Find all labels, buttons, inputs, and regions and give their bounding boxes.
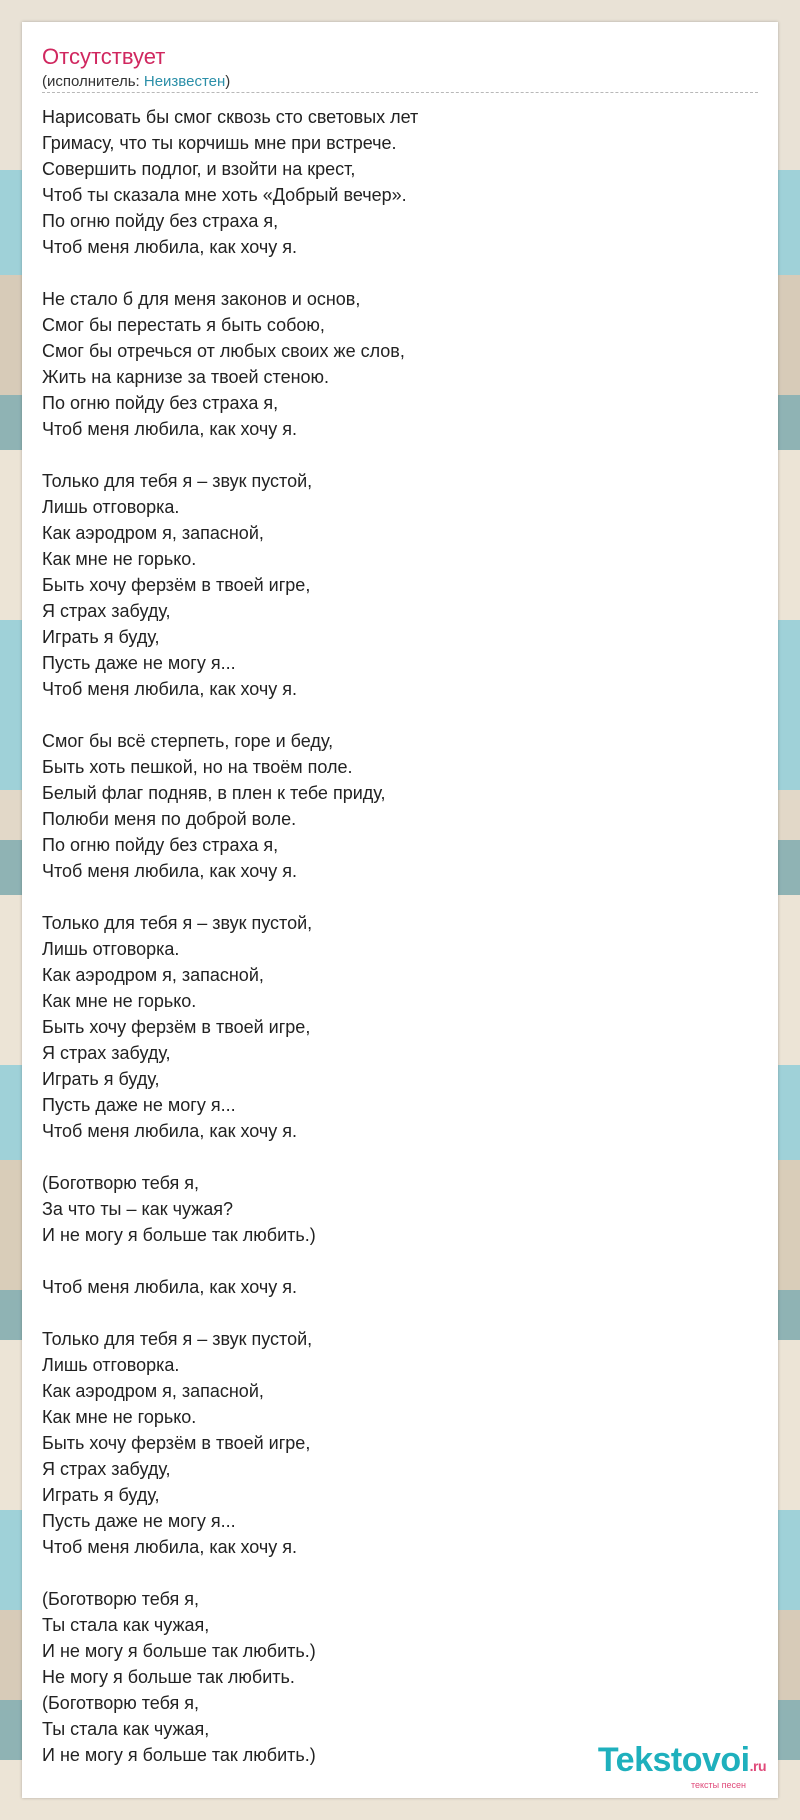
stanza-gap: [42, 1248, 758, 1274]
lyric-line: Только для тебя я – звук пустой,: [42, 471, 313, 491]
stanza-gap: [42, 702, 758, 728]
site-logo[interactable]: [598, 1742, 766, 1790]
stanza-gap: [42, 1144, 758, 1170]
lyric-line: Смог бы всё стерпеть, горе и беду,: [42, 731, 334, 751]
lyric-line: (Боготворю тебя я,: [42, 1173, 199, 1193]
lyric-line: Как мне не горько.: [42, 991, 197, 1011]
lyric-line: Гримасу, что ты корчишь мне при встрече.: [42, 133, 397, 153]
lyric-line: Играть я буду,: [42, 1069, 160, 1089]
stanza-gap: [42, 1300, 758, 1326]
lyric-line: Жить на карнизе за твоей стеною.: [42, 367, 330, 387]
stanza-gap: [42, 442, 758, 468]
lyric-line: Чтоб меня любила, как хочу я.: [42, 237, 298, 257]
lyric-line: Полюби меня по доброй воле.: [42, 809, 297, 829]
lyric-line: Лишь отговорка.: [42, 1355, 180, 1375]
lyric-line: Пусть даже не могу я...: [42, 1511, 236, 1531]
stanza-gap: [42, 260, 758, 286]
performer-link[interactable]: Неизвестен: [143, 73, 226, 90]
lyric-line: Как аэродром я, запасной,: [42, 523, 264, 543]
lyric-line: Быть хочу ферзём в твоей игре,: [42, 1433, 311, 1453]
performer-line: [42, 73, 758, 93]
lyrics-card: [22, 22, 778, 1798]
lyric-line: Не стало б для меня законов и основ,: [42, 289, 361, 309]
lyric-line: Быть хоть пешкой, но на твоём поле.: [42, 757, 353, 777]
lyric-line: Как мне не горько.: [42, 549, 197, 569]
lyric-line: Чтоб меня любила, как хочу я.: [42, 1277, 298, 1297]
lyric-line: Играть я буду,: [42, 1485, 160, 1505]
lyric-line: (Боготворю тебя я,: [42, 1589, 199, 1609]
lyric-line: Только для тебя я – звук пустой,: [42, 913, 313, 933]
lyric-line: Чтоб меня любила, как хочу я.: [42, 1537, 298, 1557]
lyric-line: По огню пойду без страха я,: [42, 393, 279, 413]
lyric-line: Быть хочу ферзём в твоей игре,: [42, 1017, 311, 1037]
lyric-line: И не могу я больше так любить.): [42, 1641, 316, 1661]
lyric-line: Как аэродром я, запасной,: [42, 965, 264, 985]
lyric-line: Совершить подлог, и взойти на крест,: [42, 159, 356, 179]
performer-prefix: (исполнитель:: [42, 73, 144, 90]
lyric-line: Чтоб меня любила, как хочу я.: [42, 861, 298, 881]
stanza-gap: [42, 1560, 758, 1586]
lyric-line: По огню пойду без страха я,: [42, 835, 279, 855]
lyric-line: Смог бы перестать я быть собою,: [42, 315, 325, 335]
lyric-line: Ты стала как чужая,: [42, 1615, 210, 1635]
lyric-line: Я страх забуду,: [42, 601, 171, 621]
lyric-line: Пусть даже не могу я...: [42, 1095, 236, 1115]
lyric-line: Смог бы отречься от любых своих же слов,: [42, 341, 405, 361]
lyric-line: Только для тебя я – звук пустой,: [42, 1329, 313, 1349]
lyric-line: Чтоб меня любила, как хочу я.: [42, 419, 298, 439]
lyric-line: Нарисовать бы смог сквозь сто световых лет: [42, 107, 419, 127]
logo-tagline: тексты песен: [690, 1780, 746, 1790]
lyric-line: И не могу я больше так любить.): [42, 1225, 316, 1245]
lyric-line: Как мне не горько.: [42, 1407, 197, 1427]
lyric-line: Пусть даже не могу я...: [42, 653, 236, 673]
lyric-line: Лишь отговорка.: [42, 939, 180, 959]
lyric-line: Играть я буду,: [42, 627, 160, 647]
lyrics-text: [42, 104, 758, 1768]
lyric-line: Чтоб меня любила, как хочу я.: [42, 1121, 298, 1141]
lyric-line: Не могу я больше так любить.: [42, 1667, 295, 1687]
lyric-line: И не могу я больше так любить.): [42, 1745, 316, 1765]
lyric-line: Чтоб ты сказала мне хоть «Добрый вечер».: [42, 185, 407, 205]
logo-name: Tekstovoi: [597, 1741, 750, 1779]
lyric-line: Белый флаг подняв, в плен к тебе приду,: [42, 783, 386, 803]
lyric-line: Чтоб меня любила, как хочу я.: [42, 679, 298, 699]
lyric-line: Я страх забуду,: [42, 1459, 171, 1479]
lyric-line: За что ты – как чужая?: [42, 1199, 234, 1219]
song-title: Отсутствует: [42, 44, 166, 69]
logo-domain: .ru: [749, 1758, 766, 1774]
lyric-line: Быть хочу ферзём в твоей игре,: [42, 575, 311, 595]
lyric-line: По огню пойду без страха я,: [42, 211, 279, 231]
stanza-gap: [42, 884, 758, 910]
lyric-line: Ты стала как чужая,: [42, 1719, 210, 1739]
lyric-line: (Боготворю тебя я,: [42, 1693, 199, 1713]
lyric-line: Я страх забуду,: [42, 1043, 171, 1063]
lyric-line: Лишь отговорка.: [42, 497, 180, 517]
lyric-line: Как аэродром я, запасной,: [42, 1381, 264, 1401]
performer-suffix: ): [225, 73, 231, 90]
